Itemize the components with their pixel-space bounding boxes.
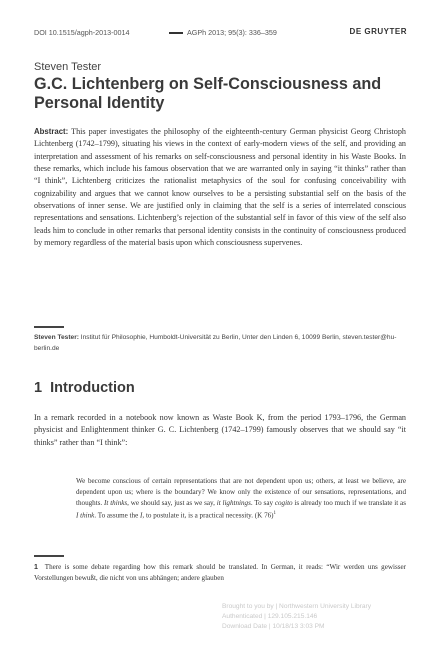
footnote-number: 1 <box>34 563 38 571</box>
quote-text: . To assume the <box>94 511 139 520</box>
quote-text: , we should say, just as we say, <box>127 498 215 507</box>
quote-text: . To say <box>250 498 274 507</box>
abstract-text: This paper investigates the philosophy of the eighteenth-century German physicist Georg Christoph Lichtenberg (1742–1799), situating his views in the context of early-modern views of the self, and providing an interpretation and assessment of his remarks on self-consciousness and personal identity in his Waste Books. In these remarks, which include his famous observation that we are warranted only in saying “it thinks” rather than “I think”, Lichtenberg criticizes the rationalist metaphysics of the soul for confusing conceivability with cognizability and argues that we cannot know ourselves to be a persisting substantial self on the basis of the observations of inner sense. We are justified only in claiming that the self is a series of interrelated conscious representations and sensations. Lichtenberg’s rejection of the substantial self in favor of this view of the self also leads him to conclude in other remarks that personal identity consists in the continuity of consciousness produced by memory regardless of the material basis upon which consciousness supervenes. <box>34 127 406 248</box>
journal-reference: AGPh 2013; 95(3): 336–359 <box>187 28 277 37</box>
quote-text: is already too much if we translate it as <box>294 498 406 507</box>
quote-text: , to postulate it, is a practical necessity. (K 76) <box>142 511 274 520</box>
section-number: 1 <box>34 380 43 396</box>
doi-text[interactable]: DOI 10.1515/agph-2013-0014 <box>34 28 130 37</box>
abstract <box>34 126 406 249</box>
footnote <box>34 562 406 584</box>
publisher-logo: DE GRUYTER <box>349 27 407 36</box>
footnote-text: There is some debate regarding how this remark should be translated. In German, it reads: “Wir werden uns gewisser Vorstellungen bewußt, die nicht von uns abhängen; andere glauben <box>34 563 406 582</box>
quote-emphasis: It thinks <box>104 498 128 507</box>
quote-text: We become conscious of certain representations that are not dependent upon us; others, at least we believe, are dependent upon us; where is the boundary? We know only the existence of our sensations, representations, and thoughts. <box>76 477 406 507</box>
affiliation <box>34 333 406 355</box>
header-divider <box>169 32 183 34</box>
affiliation-rule <box>34 326 64 328</box>
quote-emphasis: I think <box>76 511 95 520</box>
paper-title: G.C. Lichtenberg on Self-Consciousness and Personal Identity <box>34 75 382 112</box>
section-heading <box>34 380 135 396</box>
watermark-line: Download Date | 10/18/13 3:03 PM <box>222 623 325 630</box>
running-header <box>34 28 407 40</box>
quote-emphasis: it lightnings <box>216 498 251 507</box>
section-title: Introduction <box>50 380 135 396</box>
author-name: Steven Tester <box>34 61 102 73</box>
footnote-marker[interactable]: 1 <box>273 510 277 516</box>
watermark-line: Authenticated | 129.105.215.146 <box>222 613 318 620</box>
download-watermark <box>222 602 371 632</box>
affiliation-label: Steven Tester: <box>34 334 79 341</box>
footnote-rule <box>34 555 64 557</box>
block-quote <box>76 476 406 521</box>
affiliation-text: Institut für Philosophie, Humboldt-Universität zu Berlin, Unter den Linden 6, 10099 Berlin, steven.tester@hu-berlin.de <box>34 334 397 352</box>
watermark-line: Brought to you by | Northwestern University Library <box>222 603 372 610</box>
abstract-label: Abstract: <box>34 127 69 136</box>
quote-emphasis: cogito <box>274 498 293 507</box>
intro-paragraph: In a remark recorded in a notebook now known as Waste Book K, from the period 1793–1796, the German physicist and Enlightenment thinker G. C. Lichtenberg (1742–1799) famously observes that we should say “it thinks” rather than “I think”: <box>34 413 406 447</box>
quote-emphasis: I <box>140 511 143 520</box>
